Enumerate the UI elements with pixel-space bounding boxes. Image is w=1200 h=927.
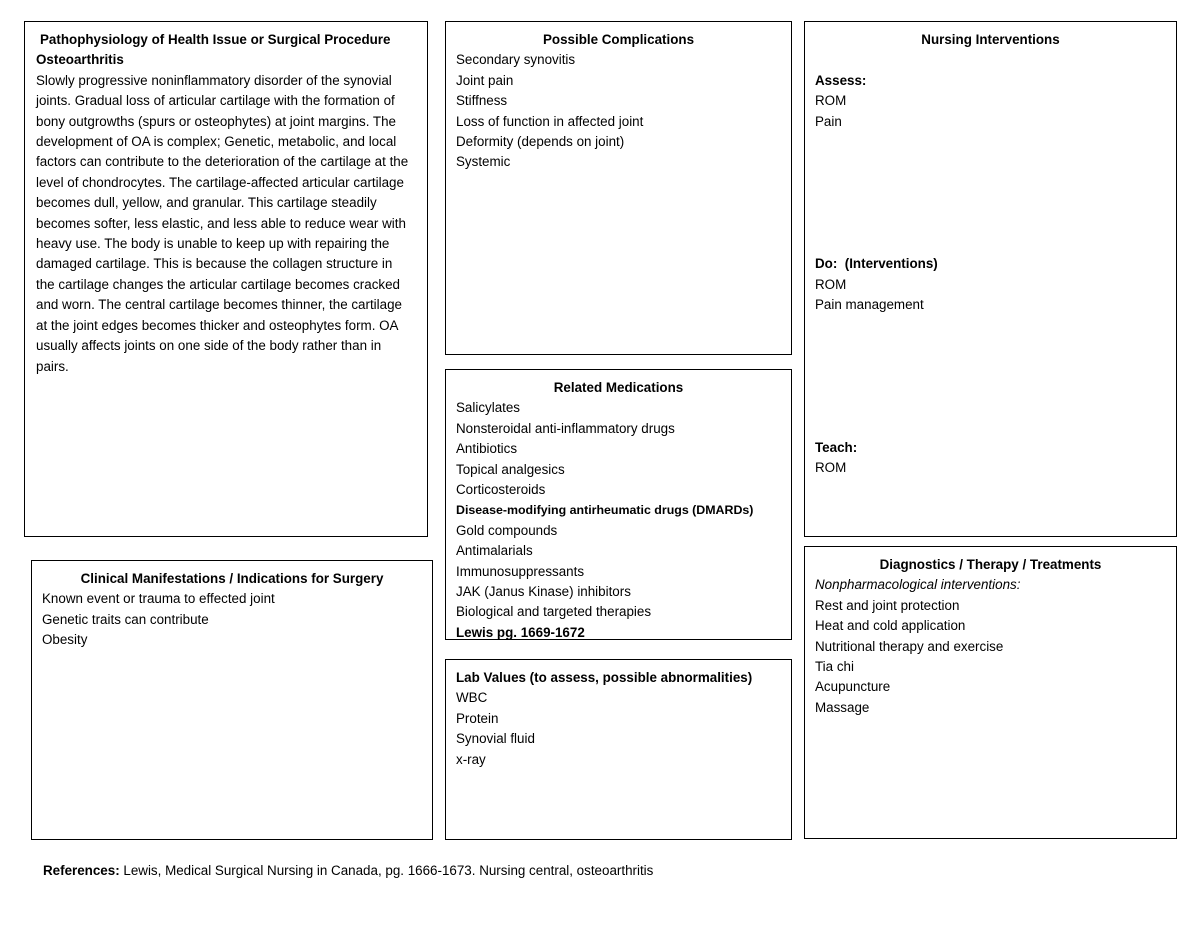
references-text: Lewis, Medical Surgical Nursing in Canada, pg. 1666-1673. Nursing central, osteoarthritis [119,863,654,878]
do-label: Do: (Interventions) [815,256,938,272]
list-item: Loss of function in affected joint [456,113,644,129]
list-item: Nonsteroidal anti-inflammatory drugs [456,420,675,436]
list-item: Protein [456,710,499,726]
list-item: WBC [456,690,488,706]
medications-title: Related Medications [553,380,684,395]
list-item: Corticosteroids [456,482,546,498]
list-item: Biological and targeted therapies [456,604,652,620]
clinical-manifestations-box [31,560,433,840]
list-item: Massage [815,699,870,715]
list-item: Immunosuppressants [456,563,585,579]
complications-title: Possible Complications [542,32,695,47]
lab-values-title: Lab Values (to assess, possible abnormalities) [456,670,753,685]
list-item: Antimalarials [456,543,533,559]
list-item: Stiffness [456,93,508,109]
list-item: Pain management [815,297,924,313]
references [43,863,653,878]
list-item: Disease-modifying antirheumatic drugs (DMARDs) [456,503,754,518]
nursing-title: Nursing Interventions [921,32,1060,47]
list-item: x-ray [456,751,486,767]
list-item: Topical analgesics [456,461,565,477]
pathophysiology-box [24,21,428,537]
pathophysiology-text: Slowly progressive noninflammatory disorder of the synovial joints. Gradual loss of articular cartilage with the formation of bony outgrowths (spurs or osteophytes) at joint margins. The development of OA is complex; Genetic, metabolic, and local factors can contribute to the deterioration of the cartilage at the level of chondrocytes. The cartilage-affected articular cartilage becomes dull, yellow, and granular. This cartilage steadily becomes softer, less elastic, and less able to reduce wear with heavy use. The body is unable to keep up with repairing the damaged cartilage. This is because the collagen structure in the cartilage changes the articular cartilage becomes cracked and worn. The central cartilage becomes thinner, the cartilage at the joint edges becomes thicker and osteophytes form. OA usually affects joints on one side of the body rather than in pairs. [36,72,409,374]
list-item: Known event or trauma to effected joint [42,591,275,607]
assess-label: Assess: [815,72,867,88]
list-item: Tia chi [815,659,854,675]
pathophysiology-title: Pathophysiology of Health Issue or Surgical Procedure [40,32,391,47]
lab-values-box [445,659,792,840]
diagnostics-subtitle: Nonpharmacological interventions: [815,577,1021,593]
condition-name: Osteoarthritis [36,52,124,68]
list-item: Joint pain [456,72,514,88]
list-item: ROM [815,460,847,476]
list-item: ROM [815,93,847,109]
list-item: Genetic traits can contribute [42,611,209,627]
list-item: Salicylates [456,400,521,416]
list-item: Systemic [456,154,511,170]
clinical-title: Clinical Manifestations / Indications for Surgery [80,571,384,586]
diagnostics-title: Diagnostics / Therapy / Treatments [879,557,1102,572]
list-item: Obesity [42,632,88,648]
list-item: Acupuncture [815,679,891,695]
list-item: Gold compounds [456,522,558,538]
nursing-interventions-box [804,21,1177,537]
medications-reference: Lewis pg. 1669-1672 [456,624,585,640]
diagnostics-box [804,546,1177,839]
references-label: References: [43,863,120,878]
list-item: Secondary synovitis [456,52,576,68]
list-item: Heat and cold application [815,618,966,634]
list-item: Rest and joint protection [815,597,960,613]
list-item: Antibiotics [456,441,518,457]
list-item: Synovial fluid [456,731,535,747]
medications-box [445,369,792,640]
list-item: Deformity (depends on joint) [456,134,625,150]
list-item: Nutritional therapy and exercise [815,638,1004,654]
list-item: ROM [815,276,847,292]
complications-box [445,21,792,355]
list-item: Pain [815,113,842,129]
list-item: JAK (Janus Kinase) inhibitors [456,584,631,600]
teach-label: Teach: [815,439,858,455]
